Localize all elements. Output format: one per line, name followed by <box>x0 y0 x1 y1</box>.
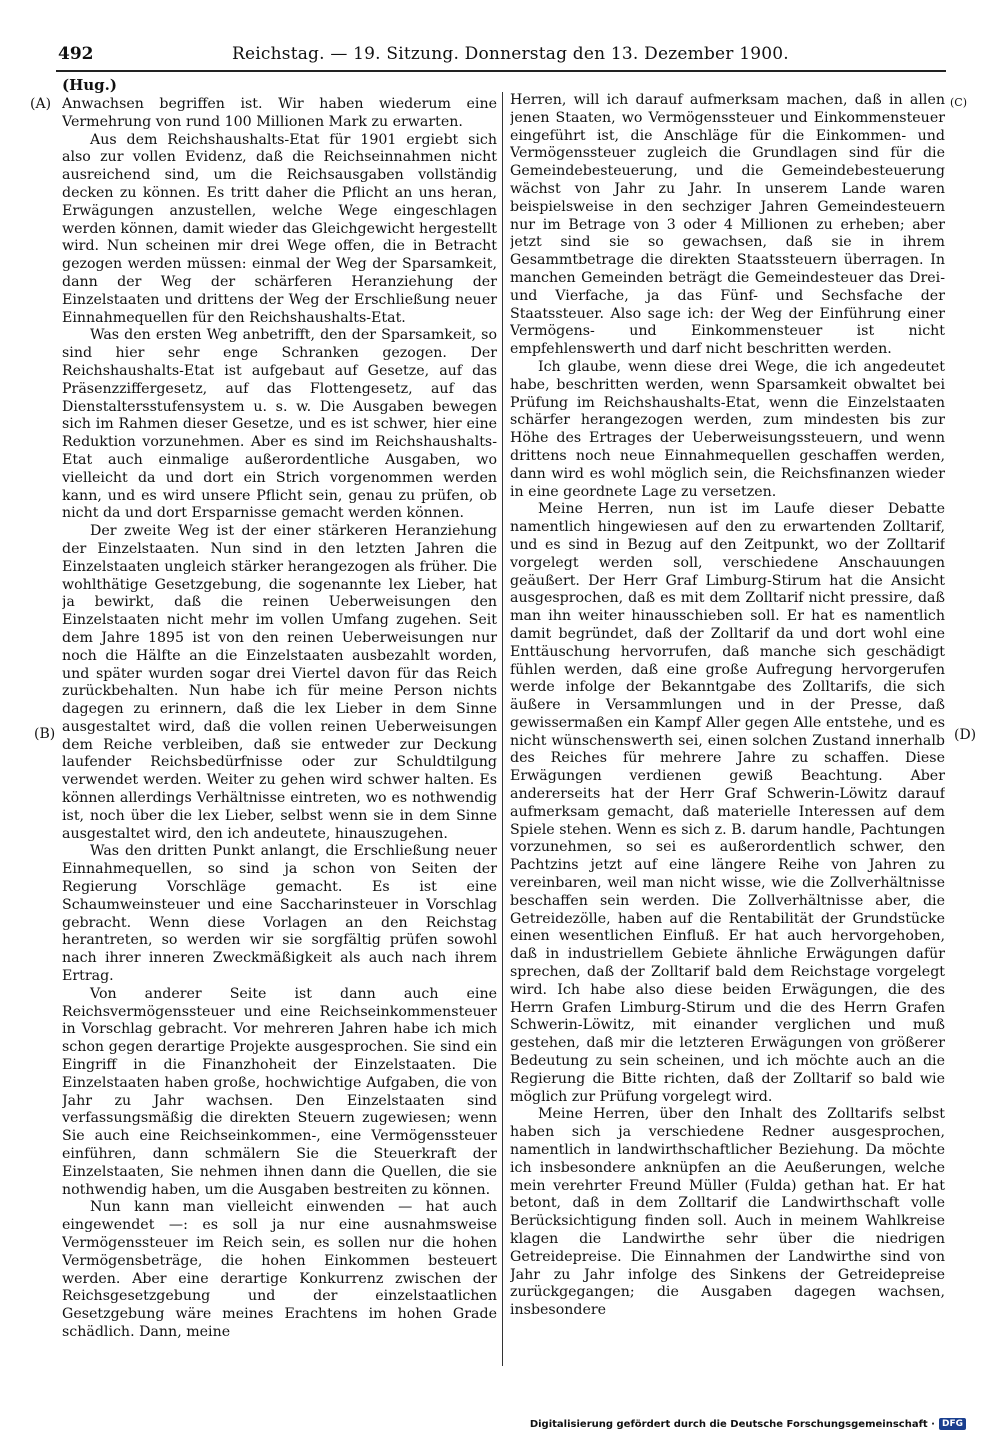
left-column <box>62 96 497 1372</box>
paragraph: Der zweite Weg ist der einer stärkeren Heranziehung der Einzelstaaten. Nun sind in den letzten Jahren die Einzelstaaten ungleich stärker herangezogen als früher. Die wohlthätige Gesetzgebung, die sogenannte lex Lieber, hat ja bewirkt, daß die reinen Ueberweisungen den Einzelstaaten nicht mehr im vollen Umfang zugehen. Seit dem Jahre 1895 ist von den reinen Ueberweisungen nur noch die Hälfte an die Einzelstaaten ausbezahlt worden, und später wurden sogar drei Viertel davon für das Reich zurückbehalten. Nun habe ich für meine Person nichts dagegen zu erinnern, daß die lex Lieber in dem Sinne ausgestaltet wird, daß die vollen reinen Ueberweisungen dem Reiche verbleiben, daß sie entweder zur Deckung laufender Reichsbedürfnisse oder zur Schuldtilgung verwendet werden. Weiter zu gehen wird schwer halten. Es können allerdings Verhältnisse eintreten, wo es nothwendig ist, noch über die lex Lieber, selbst wenn sie in dem Sinne ausgestaltet wird, den ich andeutete, hinauszugehen. <box>62 523 497 842</box>
paragraph: Meine Herren, über den Inhalt des Zolltarifs selbst haben sich ja verschiedene Redner ausgesprochen, namentlich in landwirthschaftlicher Beziehung. Da möchte ich insbesondere anknüpfen an die Aeußerungen, welche mein verehrter Freund Müller (Fulda) gethan hat. Er hat betont, daß in dem Zolltarif die Landwirthschaft volle Berücksichtigung finden soll. Auch in meinem Wahlkreise klagen die Landwirthe sehr über die niedrigen Getreidepreise. Die Einnahmen der Landwirthe sind von Jahr zu Jahr infolge des Sinkens der Getreidepreise zurückgegangen; die Ausgaben dagegen wachsen, insbesondere <box>510 1106 945 1319</box>
paragraph: Was den ersten Weg anbetrifft, den der Sparsamkeit, so sind hier sehr enge Schranken gezogen. Der Reichshaushalts-Etat ist aufgebaut auf Gesetze, auf das Präsenzziffergesetz, auf das Flottengesetz, auf das Dienstaltersstufensystem u. s. w. Die Ausgaben bewegen sich im Rahmen dieser Gesetze, und es ist schwer, hier eine Reduktion vorzunehmen. Aber es sind im Reichshaushalts-Etat auch einmalige außerordentliche Ausgaben, wo vielleicht da und dort ein Strich vorgenommen werden kann, und es wird unsere Pflicht sein, genau zu prüfen, ob nicht da und dort Ersparnisse gemacht werden können. <box>62 327 497 522</box>
paragraph: Ich glaube, wenn diese drei Wege, die ich angedeutet habe, beschritten werden, wenn Sparsamkeit obwaltet bei Prüfung im Reichshaushalts-Etat, wenn die Einzelstaaten schärfer herangezogen werden, zum mindesten bis zur Höhe des Ertrages der Ueberweisungssteuern, und wenn drittens noch neue Einnahmequellen geschaffen werden, dann wird es wohl möglich sein, die Reichsfinanzen wieder in eine geordnete Lage zu versetzen. <box>510 358 945 500</box>
column-divider <box>502 92 503 1366</box>
paragraph: Aus dem Reichshaushalts-Etat für 1901 ergiebt sich also zur vollen Evidenz, daß die Reichseinnahmen nicht ausreichend sind, um die Reichsausgaben vollständig decken zu können. Es tritt daher die Pflicht an uns heran, Erwägungen anzustellen, welche Wege eingeschlagen werden können, damit wieder das Gleichgewicht hergestellt wird. Nun scheinen mir drei Wege offen, die in Betracht gezogen werden müssen: einmal der Weg der Sparsamkeit, dann der Weg der schärferen Heranziehung der Einzelstaaten und drittens der Weg der Erschließung neuer Einnahmequellen für den Reichshaushalts-Etat. <box>62 131 497 326</box>
paragraph: Anwachsen begriffen ist. Wir haben wiederum eine Vermehrung von rund 100 Millionen Mark zu erwarten. <box>62 96 497 130</box>
paragraph: Nun kann man vielleicht einwenden — hat auch eingewendet —: es soll ja nur eine ausnahmsweise Vermögenssteuer im Reich sein, es sollen nur die hohen Vermögensbeträge, die hohen Einkommen besteuert werden. Aber eine derartige Konkurrenz zwischen der Reichsgesetzgebung und der einzelstaatlichen Gesetzgebung wäre meines Erachtens im hohen Grade schädlich. Dann, meine <box>62 1199 497 1340</box>
paragraph: Was den dritten Punkt anlangt, die Erschließung neuer Einnahmequellen, so sind ja schon von Seiten der Regierung Vorschläge gemacht. Es ist eine Schaumweinsteuer und eine Saccharinsteuer in Vorschlag gebracht. Wenn diese Vorlagen an den Reichstag herantreten, so werden wir sie sorgfältig prüfen sowohl nach ihrer inneren Zweckmäßigkeit als auch nach ihrem Ertrag. <box>62 843 497 985</box>
paragraph: Von anderer Seite ist dann auch eine Reichsvermögenssteuer und eine Reichseinkommensteuer in Vorschlag gebracht. Vor mehreren Jahren habe ich mich schon gegen derartige Projekte ausgesprochen. Sie sind ein Eingriff in die Finanzhoheit der Einzelstaaten. Die Einzelstaaten haben große, hochwichtige Aufgaben, die von Jahr zu Jahr wachsen. Den Einzelstaaten sind verfassungsmäßig die direkten Steuern zugewiesen; wenn Sie auch eine Reichseinkommen-, eine Vermögenssteuer einführen, dann schmälern Sie die Steuerkraft der Einzelstaaten, Sie nehmen ihnen dann die Quellen, die sie nothwendig haben, um die Ausgaben bestreiten zu können. <box>62 985 497 1198</box>
running-title: Reichstag. — 19. Sitzung. Donnerstag den 13. Dezember 1900. <box>232 44 789 64</box>
margin-mark-a: (A) <box>30 96 52 112</box>
right-column <box>510 92 945 1368</box>
paragraph: Meine Herren, nun ist im Laufe dieser Debatte namentlich hingewiesen auf den zu erwartenden Zolltarif, und es sind in Bezug auf den Zeitpunkt, wo der Zolltarif vorgelegt werden soll, verschiedene Anschauungen geäußert. Der Herr Graf Limburg-Stirum hat die Ansicht ausgesprochen, daß es mit dem Zolltarif nicht pressire, daß man ihn weiter hinausschieben soll. Er hat es namentlich damit begründet, daß der Zolltarif da und dort wohl eine Enttäuschung hervorrufen, daß manche sich geschädigt fühlen werden, daß eine große Aufregung hervorgerufen werde infolge der Bekanntgabe des Zolltarifs, die sich äußere in Versammlungen und in der Presse, daß gewissermaßen ein Kampf Aller gegen Alle entstehe, und es nicht wünschenswerth sei, einen solchen Zustand innerhalb des Reiches für mehrere Jahre zu schaffen. Diese Erwägungen verdienen gewiß Beachtung. Aber andererseits hat der Herr Graf Schwerin-Löwitz darauf aufmerksam gemacht, daß materielle Interessen auf dem Spiele stehen. Wenn es sich z. B. darum handle, Pachtungen vorzunehmen, so sei es außerordentlich schwer, den Pachtzins jetzt auf eine längere Reihe von Jahren zu vereinbaren, weil man nicht wisse, wie die Zollverhältnisse beschaffen sein werden. Die Zollverhältnisse aber, die Getreidezölle, haben auf die Rentabilität der Grundstücke einen wesentlichen Einfluß. Er hat auch hervorgehoben, daß in industriellem Gebiete ähnliche Erwägungen dafür sprechen, daß der Zolltarif bald dem Reichstage vorgelegt wird. Ich habe also diese beiden Erwägungen, die des Herrn Grafen Limburg-Stirum und die des Herrn Grafen Schwerin-Löwitz, mit einander verglichen und muß gestehen, daß mir die letzteren Erwägungen von größerer Bedeutung zu sein scheinen, und ich möchte auch an die Regierung die Bitte richten, daß der Zolltarif so bald wie möglich zur Prüfung vorgelegt wird. <box>510 501 945 1105</box>
digitization-footer <box>530 1416 966 1432</box>
paragraph: Herren, will ich darauf aufmerksam machen, daß in allen jenen Staaten, wo Vermögenssteuer und Einkommensteuer eingeführt ist, die Anschläge für die Einkommen- und Vermögenssteuer zugleich die Grundlagen sind für die Gemeindebesteuerung, und die Gemeindebesteuerung wächst von Jahr zu Jahr. In unserem Lande waren beispielsweise in den sechziger Jahren Gemeindesteuern nur im Betrage von 3 oder 4 Millionen zu erheben; aber jetzt sind sie so gewachsen, daß sie in ihrem Gesammtbetrage die direkten Staatssteuern überragen. In manchen Gemeinden beträgt die Gemeindesteuer das Drei- und Vierfache, ja das Fünf- und Sechsfache der Staatssteuer. Also sage ich: der Weg der Einführung einer Vermögens- und Einkommensteuer ist nicht empfehlenswerth und darf nicht beschritten werden. <box>510 92 945 358</box>
page-header <box>56 44 946 72</box>
margin-mark-b: (B) <box>34 726 56 742</box>
margin-mark-c: (C) <box>950 96 967 109</box>
margin-mark-d: (D) <box>954 727 977 743</box>
dfg-logo: DFG <box>939 1418 966 1430</box>
speaker-label: (Hug.) <box>62 76 117 94</box>
page-number: 492 <box>58 44 94 64</box>
footer-text: Digitalisierung gefördert durch die Deutsche Forschungsgemeinschaft · <box>529 1418 935 1430</box>
